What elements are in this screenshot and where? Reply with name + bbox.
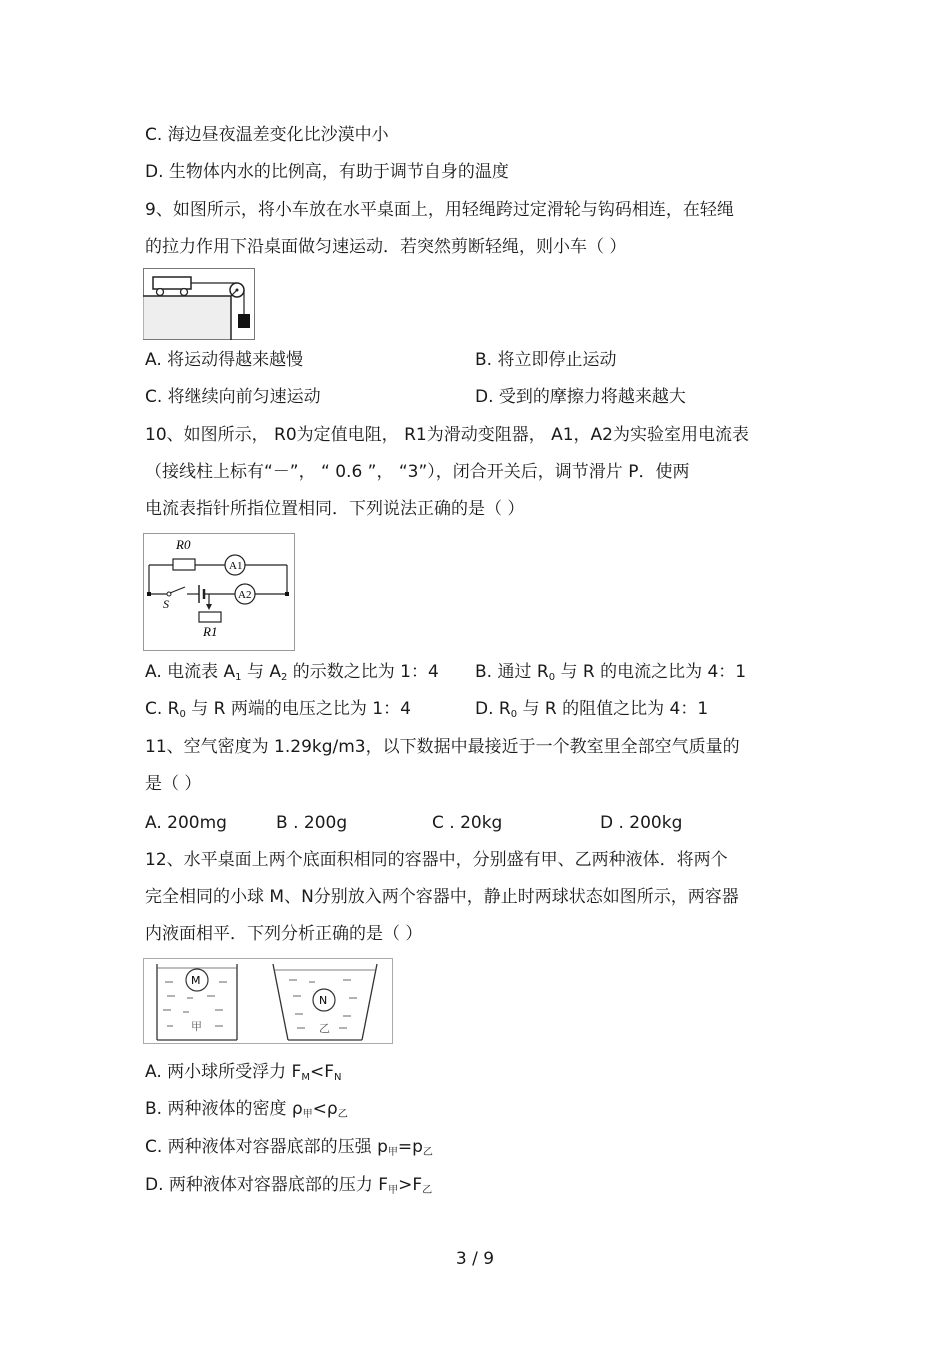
q8-option-d: D. 生物体内水的比例高，有助于调节自身的温度 (145, 162, 509, 182)
q9-option-b: B. 将立即停止运动 (475, 350, 617, 370)
q12-figure-containers (143, 958, 393, 1044)
q9-option-c: C. 将继续向前匀速运动 (145, 387, 321, 407)
q9-stem-line1: 9、如图所示，将小车放在水平桌面上，用轻绳跨过定滑轮与钩码相连，在轻绳 (145, 200, 734, 220)
q10-stem-line3: 电流表指针所指位置相同．下列说法正确的是（ ） (145, 499, 525, 519)
q12-stem-line2: 完全相同的小球 M、N分别放入两个容器中，静止时两球状态如图所示，两容器 (145, 887, 739, 907)
q12-option-c: C. 两种液体对容器底部的压强 $p_甲=p_乙$ (145, 1137, 433, 1158)
q9-option-a: A. 将运动得越来越慢 (145, 350, 304, 370)
q10-option-c: C. $R_0$ 与 R 两端的电压之比为 1：4 (145, 699, 411, 720)
label-liquid-jia: 甲 (191, 1020, 202, 1033)
q8-option-c: C. 海边昼夜温差变化比沙漠中小 (145, 125, 389, 145)
q11-stem-line2: 是（ ） (145, 774, 202, 794)
q10-option-d: D. $R_0$ 与 R 的阻值之比为 4：1 (475, 699, 709, 720)
q11-option-c: C . 20kg (432, 813, 503, 833)
q11-stem-line1: 11、空气密度为 1.29kg/m3，以下数据中最接近于一个教室里全部空气质量的 (145, 737, 740, 757)
q12-option-a: A. 两小球所受浮力 $F_M<F_N$ (145, 1062, 342, 1083)
q10-option-b: B. 通过 $R_0$ 与 R 的电流之比为 4：1 (475, 662, 747, 683)
label-ball-m: M (191, 974, 201, 987)
q10-stem-line1: 10、如图所示， R0为定值电阻， R1为滑动变阻器， A1，A2为实验室用电流表 (145, 425, 749, 445)
q11-option-b: B . 200g (276, 813, 348, 833)
label-r0: R0 (176, 537, 191, 552)
q12-option-d: D. 两种液体对容器底部的压力 $F_甲>F_乙$ (145, 1175, 433, 1196)
q9-option-d: D. 受到的摩擦力将越来越大 (475, 387, 686, 407)
q10-option-a: A. 电流表 $A_1$ 与 $A_2$ 的示数之比为 1：4 (145, 662, 439, 683)
q11-option-d: D . 200kg (600, 813, 683, 833)
q9-stem-line2: 的拉力作用下沿桌面做匀速运动．若突然剪断轻绳，则小车（ ） (145, 237, 627, 257)
label-s: S (163, 597, 169, 611)
q12-stem-line1: 12、水平桌面上两个底面积相同的容器中，分别盛有甲、乙两种液体．将两个 (145, 850, 728, 870)
q10-figure-circuit (143, 533, 295, 651)
q10-stem-line2: （接线柱上标有“－”， “ 0.6 ”， “3”），闭合开关后，调节滑片 P．使两 (145, 462, 690, 482)
q9-figure-cart-pulley (143, 268, 255, 340)
page-number: 3 / 9 (455, 1249, 495, 1269)
q11-option-a: A. 200mg (145, 813, 227, 833)
label-r1: R1 (203, 624, 218, 639)
label-a2: A2 (238, 589, 252, 601)
q12-stem-line3: 内液面相平．下列分析正确的是（ ） (145, 924, 423, 944)
q12-option-b: B. 两种液体的密度 $\rho_甲<\rho_乙$ (145, 1099, 348, 1120)
label-liquid-yi: 乙 (319, 1022, 330, 1035)
label-a1: A1 (229, 560, 243, 572)
label-ball-n: N (319, 994, 328, 1007)
